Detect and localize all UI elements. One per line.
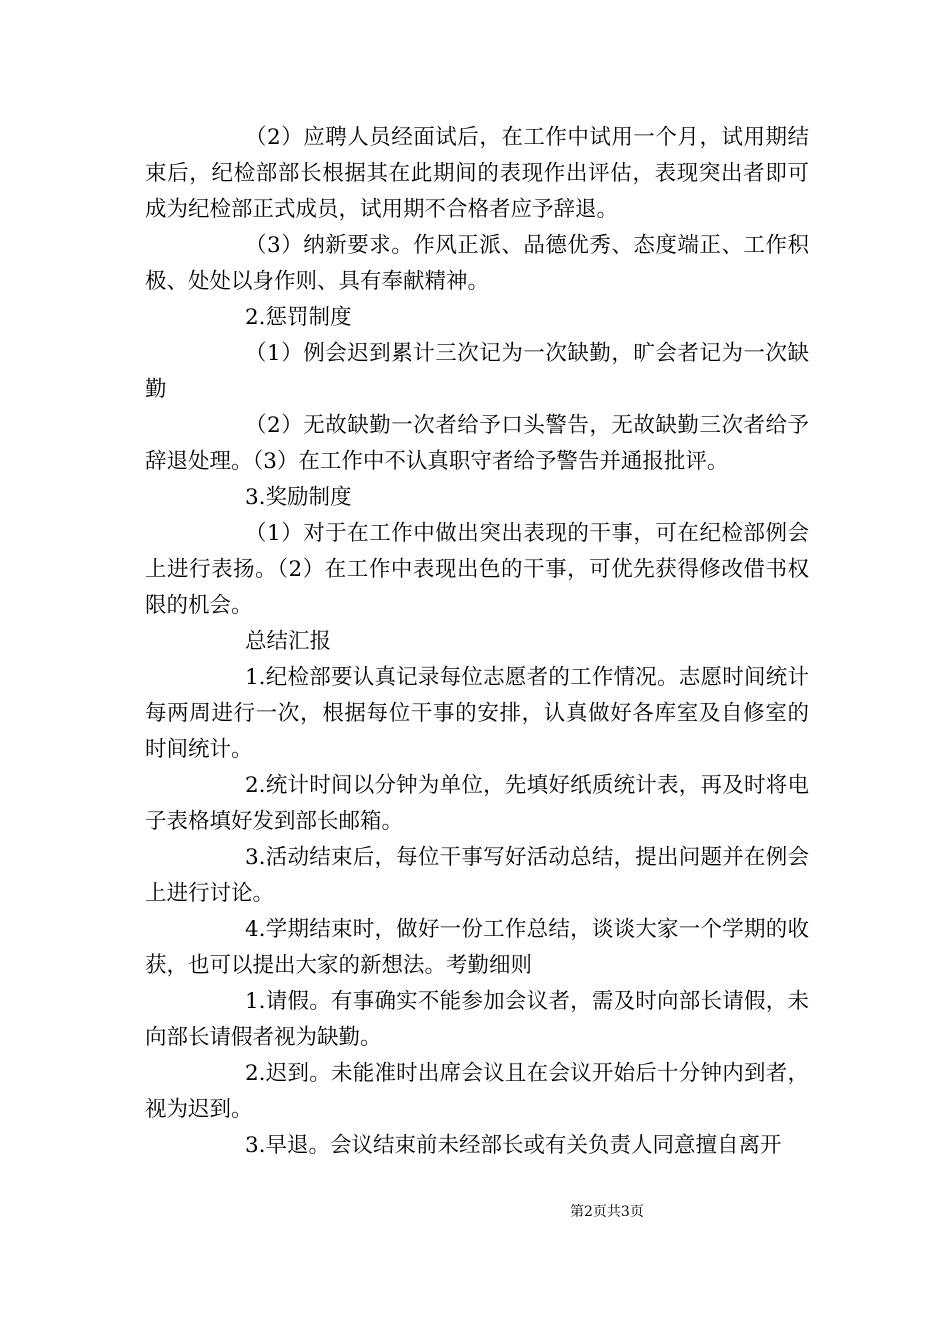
- paragraph-summary-4: 4.学期结束时，做好一份工作总结，谈谈大家一个学期的收获，也可以提出大家的新想法。考勤细则: [145, 917, 809, 978]
- paragraph-penalty-late: （1）例会迟到累计三次记为一次缺勤，旷会者记为一次缺勤: [145, 341, 809, 402]
- page-number-footer: 第2页共3页: [570, 1204, 644, 1220]
- paragraph-summary-2: 2.统计时间以分钟为单位，先填好纸质统计表，再及时将电子表格填好发到部长邮箱。: [145, 773, 809, 834]
- paragraph-attendance-late: 2.迟到。未能准时出席会议且在会议开始后十分钟内到者，视为迟到。: [145, 1061, 809, 1122]
- paragraph-attendance-early-leave: 3.早退。会议结束前未经部长或有关负责人同意擅自离开: [245, 1133, 782, 1158]
- paragraph-summary-1: 1.纪检部要认真记录每位志愿者的工作情况。志愿时间统计每两周进行一次，根据每位干事的安排，认真做好各库室及自修室的时间统计。: [145, 665, 809, 762]
- paragraph-attendance-leave: 1.请假。有事确实不能参加会议者，需及时向部长请假，未向部长请假者视为缺勤。: [145, 989, 809, 1050]
- paragraph-reward-details: （1）对于在工作中做出突出表现的干事，可在纪检部例会上进行表扬。（2）在工作中表现出色的干事，可优先获得修改借书权限的机会。: [145, 521, 809, 618]
- heading-penalty-system: 2.惩罚制度: [245, 305, 352, 330]
- document-body: [145, 120, 809, 1164]
- paragraph-recruit-requirements: （3）纳新要求。作风正派、品德优秀、态度端正、工作积极、处处以身作则、具有奉献精神。: [145, 233, 809, 294]
- heading-summary-report: 总结汇报: [245, 629, 332, 654]
- paragraph-penalty-absence: （2）无故缺勤一次者给予口头警告，无故缺勤三次者给予辞退处理。（3）在工作中不认真职守者给予警告并通报批评。: [145, 413, 809, 474]
- heading-reward-system: 3.奖励制度: [245, 485, 352, 510]
- paragraph-application-trial: （2）应聘人员经面试后，在工作中试用一个月，试用期结束后，纪检部部长根据其在此期间的表现作出评估，表现突出者即可成为纪检部正式成员，试用期不合格者应予辞退。: [145, 125, 809, 222]
- paragraph-summary-3: 3.活动结束后，每位干事写好活动总结，提出问题并在例会上进行讨论。: [145, 845, 809, 906]
